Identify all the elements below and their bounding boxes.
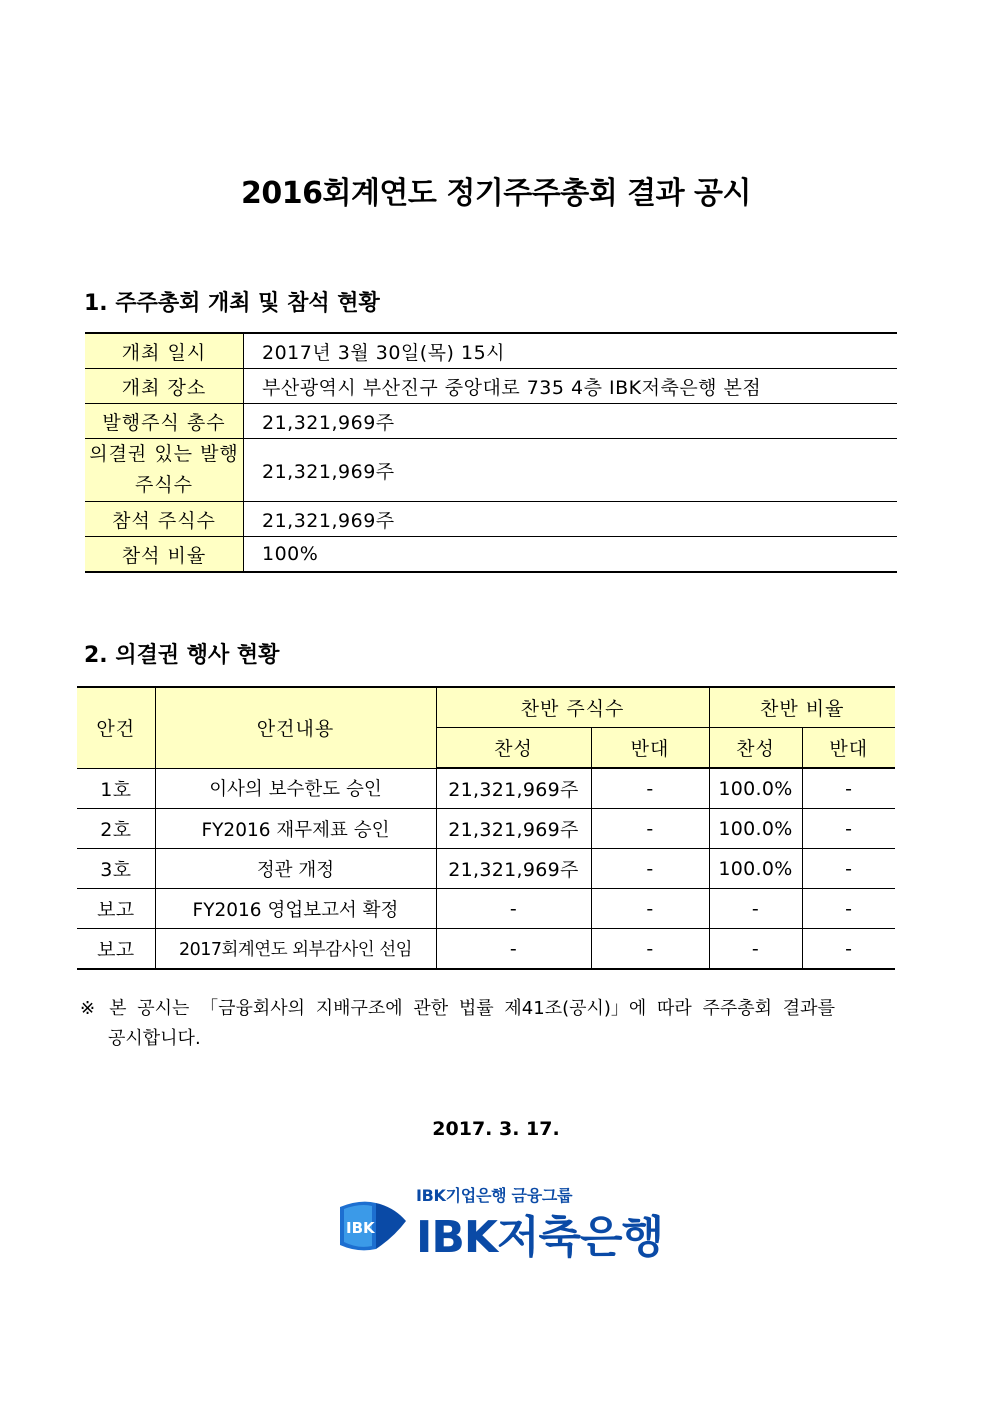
row-label: 개최 장소 xyxy=(85,369,244,404)
agenda-no: 보고 xyxy=(77,889,155,929)
shares-for: 21,321,969주 xyxy=(436,768,591,809)
shares-against: - xyxy=(591,849,709,889)
agenda-content: FY2016 재무제표 승인 xyxy=(155,809,436,849)
logo-main-text: IBK저축은행 xyxy=(416,1212,664,1263)
ratio-against: - xyxy=(802,768,895,809)
row-value: 21,321,969주 xyxy=(244,502,898,537)
ratio-against: - xyxy=(802,809,895,849)
document-date: 2017. 3. 17. xyxy=(432,1118,560,1140)
logo-symbol-text: IBK xyxy=(346,1219,375,1237)
row-value: 21,321,969주 xyxy=(244,404,898,439)
agenda-content: 이사의 보수한도 승인 xyxy=(155,768,436,809)
reference-mark: ※ xyxy=(80,998,96,1019)
row-value: 100% xyxy=(244,537,898,573)
agenda-no: 1호 xyxy=(77,768,155,809)
company-logo xyxy=(338,1183,668,1263)
row-label: 개최 일시 xyxy=(85,333,244,369)
ratio-for: 100.0% xyxy=(709,849,802,889)
table-row xyxy=(77,849,895,889)
table-row xyxy=(85,439,897,502)
logo-group-text: IBK기업은행 금융그룹 xyxy=(416,1186,573,1205)
header-agenda: 안건 xyxy=(77,687,155,768)
agenda-no: 2호 xyxy=(77,809,155,849)
shares-for: 21,321,969주 xyxy=(436,809,591,849)
row-value: 부산광역시 부산진구 중앙대로 735 4층 IBK저축은행 본점 xyxy=(244,369,898,404)
header-ratio-for: 찬성 xyxy=(709,728,802,769)
voting-result-table xyxy=(77,686,895,970)
row-label: 의결권 있는 발행 주식수 xyxy=(85,439,244,502)
shares-for: 21,321,969주 xyxy=(436,849,591,889)
shares-against: - xyxy=(591,929,709,970)
table-row xyxy=(85,537,897,573)
shares-for: - xyxy=(436,889,591,929)
header-ratio-against: 반대 xyxy=(802,728,895,769)
ratio-for: 100.0% xyxy=(709,768,802,809)
ratio-for: - xyxy=(709,889,802,929)
table-row xyxy=(85,502,897,537)
header-ratio-group: 찬반 비율 xyxy=(709,687,895,728)
shares-against: - xyxy=(591,768,709,809)
ratio-against: - xyxy=(802,929,895,970)
ratio-against: - xyxy=(802,849,895,889)
ratio-for: - xyxy=(709,929,802,970)
note-line-1: 본 공시는 「금융회사의 지배구조에 관한 법률 제41조(공시)」에 따라 주주총회 결과를 xyxy=(109,998,835,1019)
section-heading-meeting: 1. 주주총회 개최 및 참석 현황 xyxy=(84,291,380,316)
table-row xyxy=(77,768,895,809)
table-row xyxy=(77,929,895,970)
disclosure-note xyxy=(80,994,920,1054)
logo-symbol-icon xyxy=(338,1197,408,1255)
header-row xyxy=(77,687,895,728)
agenda-content: 2017회계연도 외부감사인 선임 xyxy=(155,929,436,970)
table-row xyxy=(85,404,897,439)
table-row xyxy=(77,889,895,929)
table-row xyxy=(85,369,897,404)
row-label: 참석 주식수 xyxy=(85,502,244,537)
page-title: 2016회계연도 정기주주총회 결과 공시 xyxy=(240,176,752,211)
shares-against: - xyxy=(591,889,709,929)
table-row xyxy=(85,333,897,369)
agenda-content: 정관 개정 xyxy=(155,849,436,889)
row-value: 2017년 3월 30일(목) 15시 xyxy=(244,333,898,369)
row-label: 발행주식 총수 xyxy=(85,404,244,439)
shares-for: - xyxy=(436,929,591,970)
row-label: 참석 비율 xyxy=(85,537,244,573)
header-shares-for: 찬성 xyxy=(436,728,591,769)
header-shares-against: 반대 xyxy=(591,728,709,769)
agenda-no: 3호 xyxy=(77,849,155,889)
note-line-2: 공시합니다. xyxy=(108,1028,201,1049)
header-content: 안건내용 xyxy=(155,687,436,768)
row-value: 21,321,969주 xyxy=(244,439,898,502)
ratio-for: 100.0% xyxy=(709,809,802,849)
agenda-no: 보고 xyxy=(77,929,155,970)
meeting-info-table xyxy=(85,332,897,573)
ratio-against: - xyxy=(802,889,895,929)
section-heading-voting: 2. 의결권 행사 현황 xyxy=(84,643,280,668)
shares-against: - xyxy=(591,809,709,849)
header-shares-group: 찬반 주식수 xyxy=(436,687,709,728)
table-row xyxy=(77,809,895,849)
agenda-content: FY2016 영업보고서 확정 xyxy=(155,889,436,929)
